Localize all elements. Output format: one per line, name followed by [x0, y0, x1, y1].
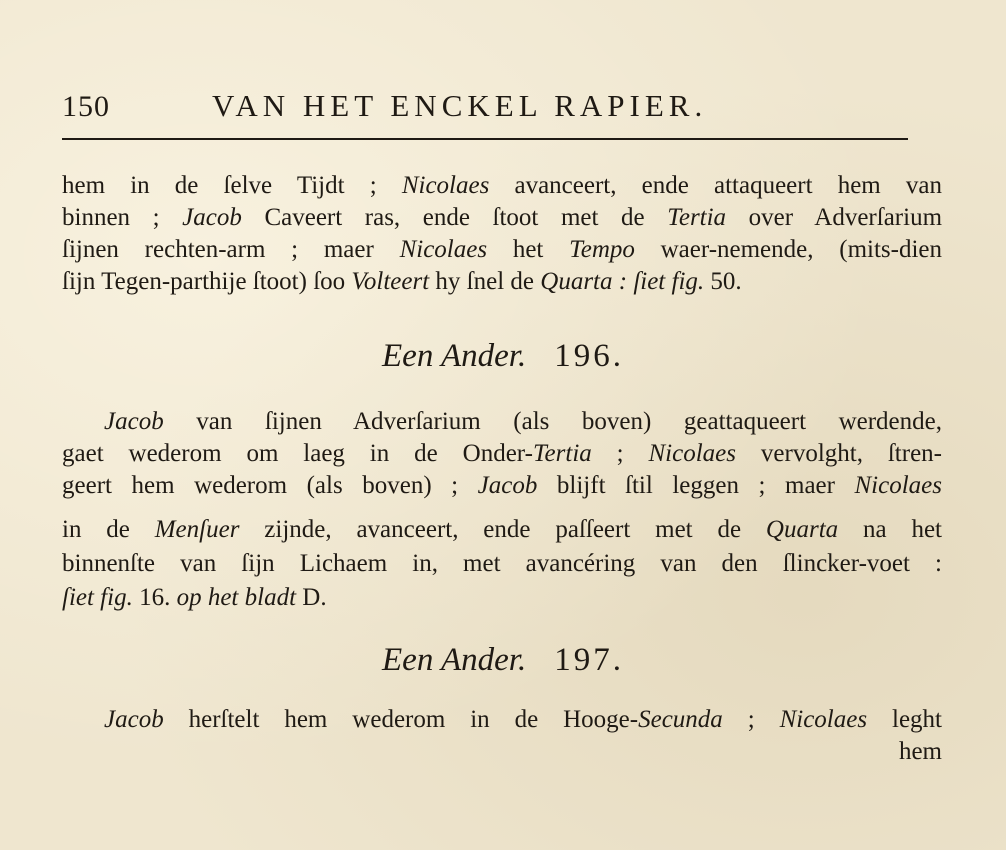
paragraph-2-line: [62, 548, 942, 580]
section-title: Een Ander.: [382, 642, 527, 678]
italic-text: Jacob: [104, 706, 164, 733]
italic-text: op het bladt: [176, 584, 297, 611]
text-run: van ſijnen Adverſarium (als boven) geattaqueert werdende,: [163, 408, 942, 435]
section-number: 196.: [554, 338, 624, 374]
page-number: 150: [62, 90, 110, 123]
text-run: leght: [867, 706, 942, 733]
text-run: ſijnen rechten-arm ; maer: [62, 236, 400, 263]
italic-text: Nicolaes: [779, 706, 868, 733]
text-run: vervolght, ſtren-: [736, 440, 942, 467]
text-run: blijft ſtil leggen ; maer: [537, 472, 855, 499]
text-run: avanceert, ende attaqueert hem van: [489, 172, 942, 199]
text-run: hem in de ſelve Tijdt ;: [62, 172, 402, 199]
text-run: gaet wederom om laeg in de Onder-: [62, 440, 533, 467]
paragraph-2-line: [62, 514, 942, 546]
text-run: ſijn Tegen-parthije ſtoot) ſoo: [62, 268, 352, 295]
italic-text: Menſuer: [154, 516, 240, 543]
text-run: D.: [296, 584, 327, 611]
italic-text: Nicolaes: [399, 236, 488, 263]
section-title: Een Ander.: [382, 338, 527, 374]
paragraph-2-line: [62, 438, 942, 470]
paragraph-2-line: [62, 470, 942, 502]
text-run: ;: [722, 706, 780, 733]
text-run: binnen ;: [62, 204, 183, 231]
italic-text: Jacob: [104, 408, 164, 435]
section-heading-196: [0, 338, 1006, 375]
page-header: [62, 86, 908, 126]
italic-text: Tertia: [667, 204, 727, 231]
text-run: ;: [591, 440, 649, 467]
section-number: 197.: [554, 642, 624, 678]
italic-text: Tempo: [569, 236, 635, 263]
italic-text: Quarta : ſiet fig.: [540, 268, 705, 295]
italic-text: Quarta: [765, 516, 839, 543]
text-run: na het: [838, 516, 942, 543]
paragraph-2-line: [104, 406, 942, 438]
paragraph-1-line: [62, 202, 942, 234]
text-run: in de: [62, 516, 155, 543]
text-run: Caveert ras, ende ſtoot met de: [241, 204, 668, 231]
paragraph-1-line: [62, 234, 942, 266]
text-run: over Adverſarium: [726, 204, 943, 231]
italic-text: Nicolaes: [854, 472, 942, 499]
text-run: het: [487, 236, 570, 263]
italic-text: Tertia: [532, 440, 592, 467]
paragraph-3-line: [104, 704, 942, 736]
text-run: binnenſte van ſijn Lichaem in, met avancéring van den ſlincker-voet :: [62, 550, 942, 577]
italic-text: Volteert: [351, 268, 430, 295]
italic-text: Secunda: [638, 706, 723, 733]
paragraph-1-line: [62, 170, 942, 202]
text-run: 16.: [132, 584, 177, 611]
italic-text: Jacob: [182, 204, 242, 231]
italic-text: ſiet fig.: [62, 584, 133, 611]
italic-text: Jacob: [477, 472, 538, 499]
italic-text: Nicolaes: [648, 440, 736, 467]
text-run: hy ſnel de: [429, 268, 541, 295]
header-rule: [62, 138, 908, 140]
section-heading-197: [0, 642, 1006, 679]
catchword: hem: [898, 738, 942, 765]
italic-text: Nicolaes: [401, 172, 490, 199]
running-title: VAN HET ENCKEL RAPIER.: [212, 88, 708, 123]
text-run: 50.: [704, 268, 742, 295]
text-run: herſtelt hem wederom in de Hooge-: [163, 706, 639, 733]
text-run: geert hem wederom (als boven) ;: [62, 472, 478, 499]
text-run: zijnde, avanceert, ende paſſeert met de: [239, 516, 766, 543]
paragraph-2-line: [62, 582, 942, 614]
paragraph-1-line: [62, 266, 942, 298]
text-run: waer-nemende, (mits-dien: [634, 236, 942, 263]
